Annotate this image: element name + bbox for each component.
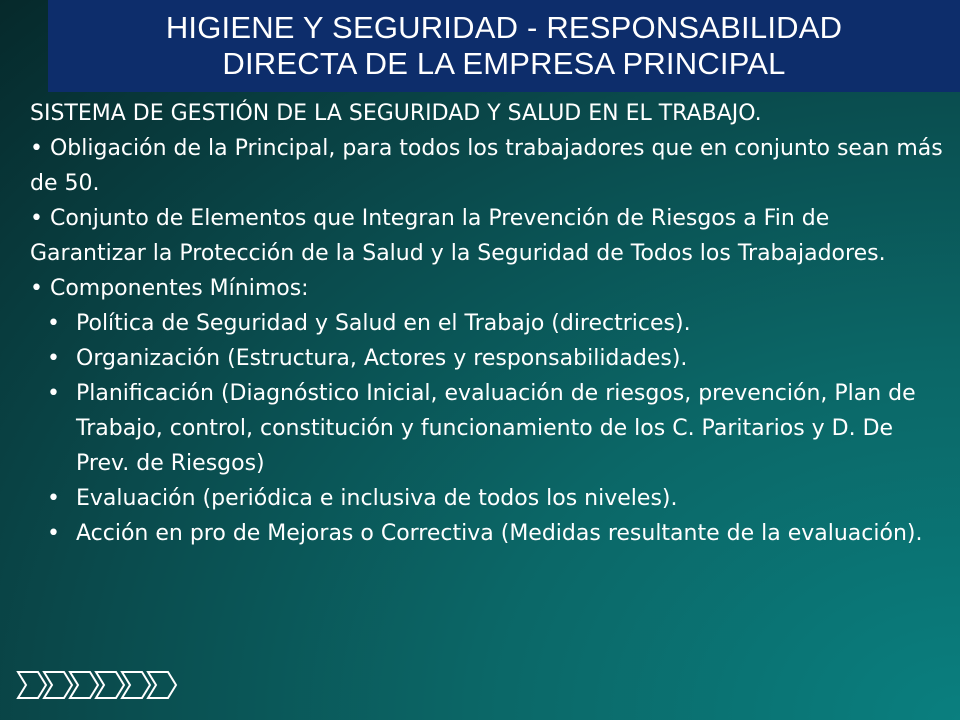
bullet-marker: •	[47, 486, 60, 511]
slide-title-line-2: DIRECTA DE LA EMPRESA PRINCIPAL	[222, 46, 786, 81]
sub-bullet-item	[30, 516, 945, 551]
sub-bullet-text: Organización (Estructura, Actores y responsabilidades).	[76, 346, 688, 371]
footer-chevrons-icon	[16, 668, 186, 702]
bullet-marker: •	[47, 346, 60, 371]
sub-bullet-item	[30, 341, 945, 376]
bullet-item: • Componentes Mínimos:	[30, 276, 309, 301]
title-banner	[48, 0, 960, 92]
sub-bullet-text: Planificación (Diagnóstico Inicial, evaluación de riesgos, prevención, Plan de Trabajo, control, constitución y funcionamiento de los C. Paritarios y D. De Prev. de Riesgos)	[76, 381, 916, 476]
sub-bullet-item	[30, 376, 945, 481]
bullet-marker: •	[47, 311, 60, 336]
bullet-item: • Obligación de la Principal, para todos los trabajadores que en conjunto sean más de 50.	[30, 136, 943, 196]
sub-bullet-text: Acción en pro de Mejoras o Correctiva (Medidas resultante de la evaluación).	[76, 521, 923, 546]
sub-bullet-item	[30, 481, 945, 516]
sub-bullet-item	[30, 306, 945, 341]
sub-bullet-text: Política de Seguridad y Salud en el Trabajo (directrices).	[76, 311, 691, 336]
slide-body	[30, 96, 945, 551]
section-heading: SISTEMA DE GESTIÓN DE LA SEGURIDAD Y SALUD EN EL TRABAJO.	[30, 101, 762, 126]
bullet-marker: •	[47, 381, 60, 406]
bullet-item: • Conjunto de Elementos que Integran la Prevención de Riesgos a Fin de Garantizar la Protección de la Salud y la Seguridad de Todos los Trabajadores.	[30, 206, 886, 266]
slide-title-line-1: HIGIENE Y SEGURIDAD - RESPONSABILIDAD	[165, 10, 843, 45]
bullet-marker: •	[47, 521, 60, 546]
sub-bullet-text: Evaluación (periódica e inclusiva de todos los niveles).	[76, 486, 678, 511]
